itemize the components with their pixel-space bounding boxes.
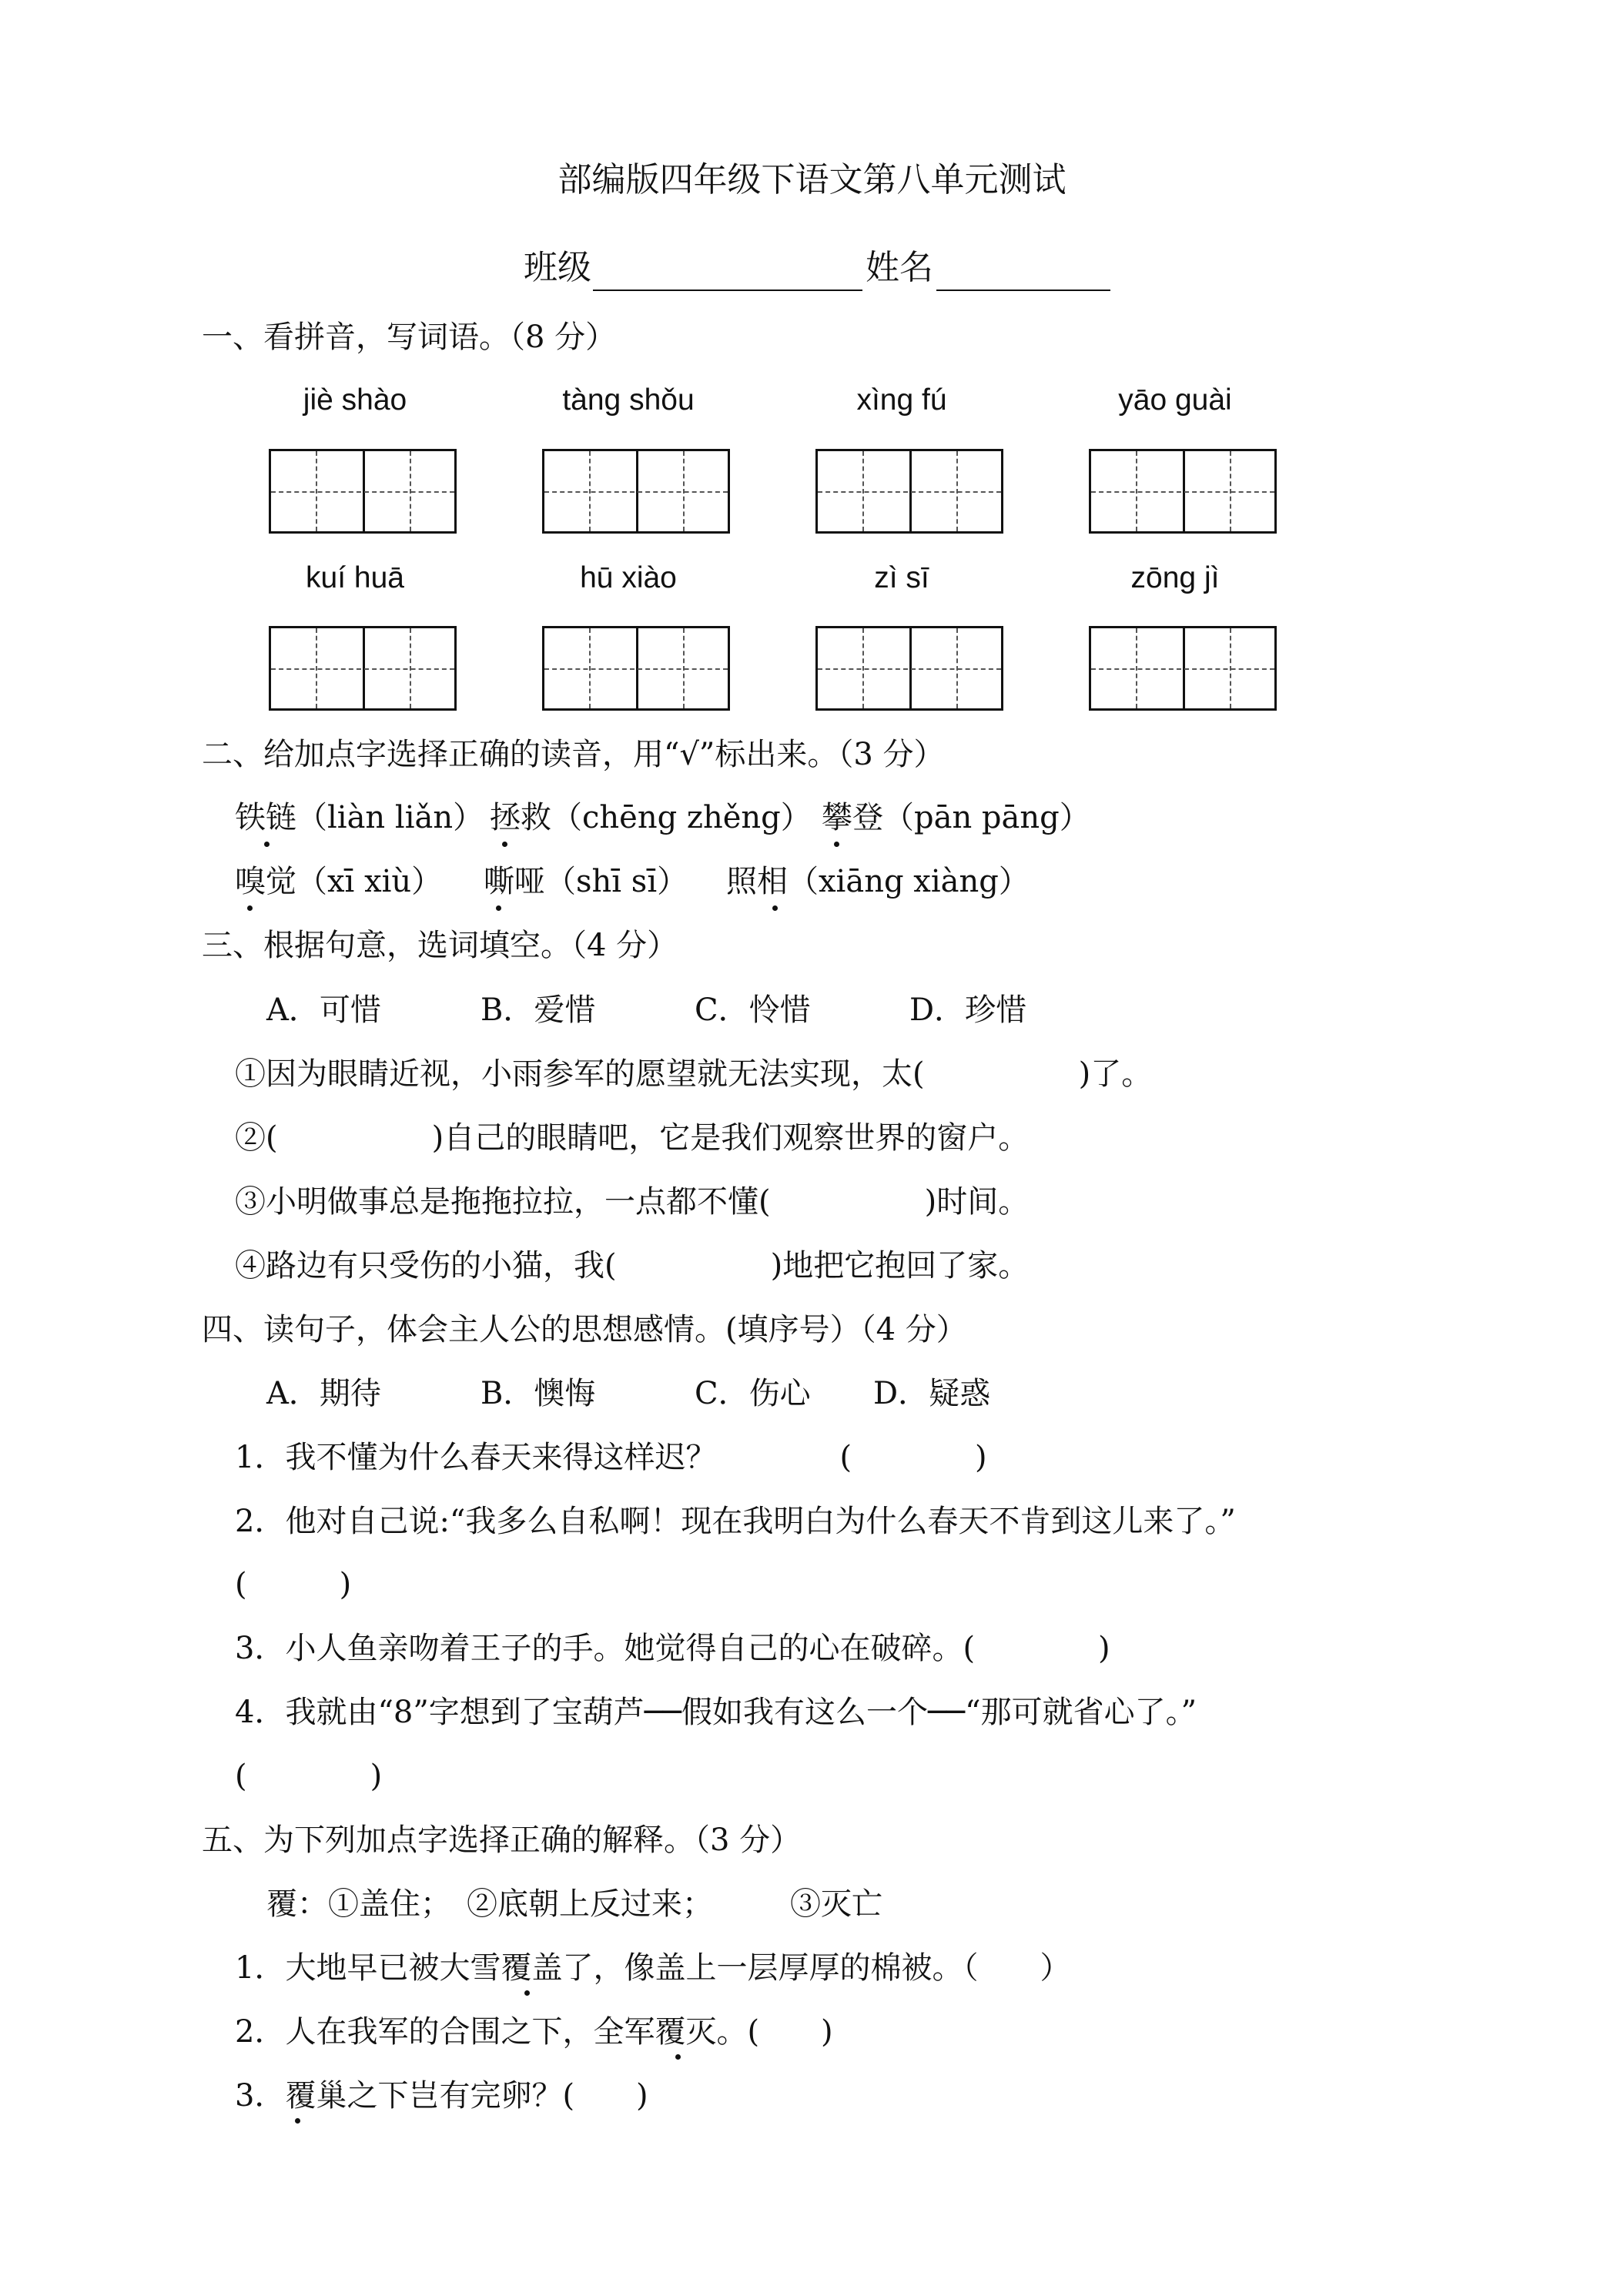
pinyin-label: kuí huā: [306, 561, 404, 594]
option: D．疑惑: [873, 1376, 991, 1411]
writing-grid[interactable]: [1089, 626, 1277, 711]
question-item: ②( )自己的眼睛吧，它是我们观察世界的窗户。: [235, 1120, 1030, 1156]
pinyin-label: tàng shǒu: [562, 383, 695, 417]
q1-heading: 一、看拼音，写词语。（8 分）: [202, 320, 617, 355]
option: B．懊悔: [481, 1376, 596, 1411]
pinyin-label: yāo guài: [1118, 383, 1232, 417]
answer-blank[interactable]: ( ): [235, 1567, 352, 1602]
writing-grid[interactable]: [269, 626, 457, 711]
question-item: ①因为眼睛近视，小雨参军的愿望就无法实现，太( )了。: [235, 1056, 1153, 1092]
pinyin-label: hū xiào: [580, 561, 677, 594]
writing-grid[interactable]: [815, 626, 1003, 711]
name-blank[interactable]: [936, 290, 1110, 291]
option: B．爱惜: [481, 992, 596, 1028]
reading-choice[interactable]: 嗅觉（xī xiù）: [235, 864, 443, 899]
option: C．伤心: [695, 1376, 811, 1411]
option: A．期待: [266, 1376, 381, 1411]
meanings-line: 覆：①盖住； ②底朝上反过来； ③灭亡: [266, 1886, 882, 1922]
name-label: 姓名: [866, 248, 933, 287]
q4-heading: 四、读句子，体会主人公的思想感情。(填序号）（4 分）: [202, 1312, 967, 1347]
question-item: 4．我就由“8”字想到了宝葫芦──假如我有这么一个──“那可就省心了。”: [235, 1695, 1197, 1730]
writing-grid[interactable]: [542, 449, 730, 534]
option: D．珍惜: [909, 992, 1027, 1028]
emphasis-dot: [834, 842, 839, 847]
question-item: 2．他对自己说:“我多么自私啊！现在我明白为什么春天不肯到这儿来了。”: [235, 1504, 1236, 1539]
question-item: ③小明做事总是拖拖拉拉，一点都不懂( )时间。: [235, 1184, 1030, 1220]
class-blank[interactable]: [593, 290, 862, 291]
writing-grid[interactable]: [1089, 449, 1277, 534]
pinyin-label: zōng jì: [1130, 561, 1220, 594]
page-title: 部编版四年级下语文第八单元测试: [558, 160, 1066, 199]
emphasis-dot: [675, 2054, 681, 2060]
question-item: ④路边有只受伤的小猫，我( )地把它抱回了家。: [235, 1248, 1030, 1284]
q5-heading: 五、为下列加点字选择正确的解释。（3 分）: [202, 1822, 802, 1858]
writing-grid[interactable]: [815, 449, 1003, 534]
option: A．可惜: [266, 992, 381, 1028]
class-label: 班级: [524, 248, 591, 287]
question-item: 2．人在我军的合围之下，全军覆灭。( ): [235, 2014, 833, 2050]
emphasis-dot: [502, 842, 507, 847]
reading-choice[interactable]: 铁链（liàn liǎn）: [235, 800, 484, 835]
writing-grid[interactable]: [269, 449, 457, 534]
question-item: 1．我不懂为什么春天来得这样迟？ ( ): [235, 1440, 987, 1475]
answer-blank[interactable]: ( ): [235, 1759, 383, 1794]
emphasis-dot: [264, 842, 270, 847]
reading-choice[interactable]: 拯救（chēng zhěng）: [490, 800, 812, 835]
q3-heading: 三、根据句意，选词填空。（4 分）: [202, 928, 678, 963]
question-item: 3．覆巢之下岂有完卵？( ): [235, 2078, 648, 2114]
emphasis-dot: [247, 905, 253, 911]
emphasis-dot: [496, 905, 501, 911]
question-item: 3．小人鱼亲吻着王子的手。她觉得自己的心在破碎。( ): [235, 1631, 1110, 1666]
question-item: 1．大地早已被大雪覆盖了，像盖上一层厚厚的棉被。（ ）: [235, 1950, 1071, 1986]
emphasis-dot: [524, 1990, 530, 1996]
pinyin-label: zì sī: [874, 561, 929, 594]
q2-heading: 二、给加点字选择正确的读音，用“√”标出来。（3 分）: [202, 737, 945, 772]
reading-choice[interactable]: 照相（xiāng xiàng）: [726, 864, 1030, 899]
pinyin-label: jiè shào: [303, 383, 407, 417]
writing-grid[interactable]: [542, 626, 730, 711]
reading-choice[interactable]: 嘶哑（shī sī）: [484, 864, 688, 899]
emphasis-dot: [772, 905, 778, 911]
emphasis-dot: [295, 2118, 300, 2124]
option: C．怜惜: [695, 992, 811, 1028]
pinyin-label: xìng fú: [856, 383, 947, 417]
reading-choice[interactable]: 攀登（pān pāng）: [822, 800, 1090, 835]
